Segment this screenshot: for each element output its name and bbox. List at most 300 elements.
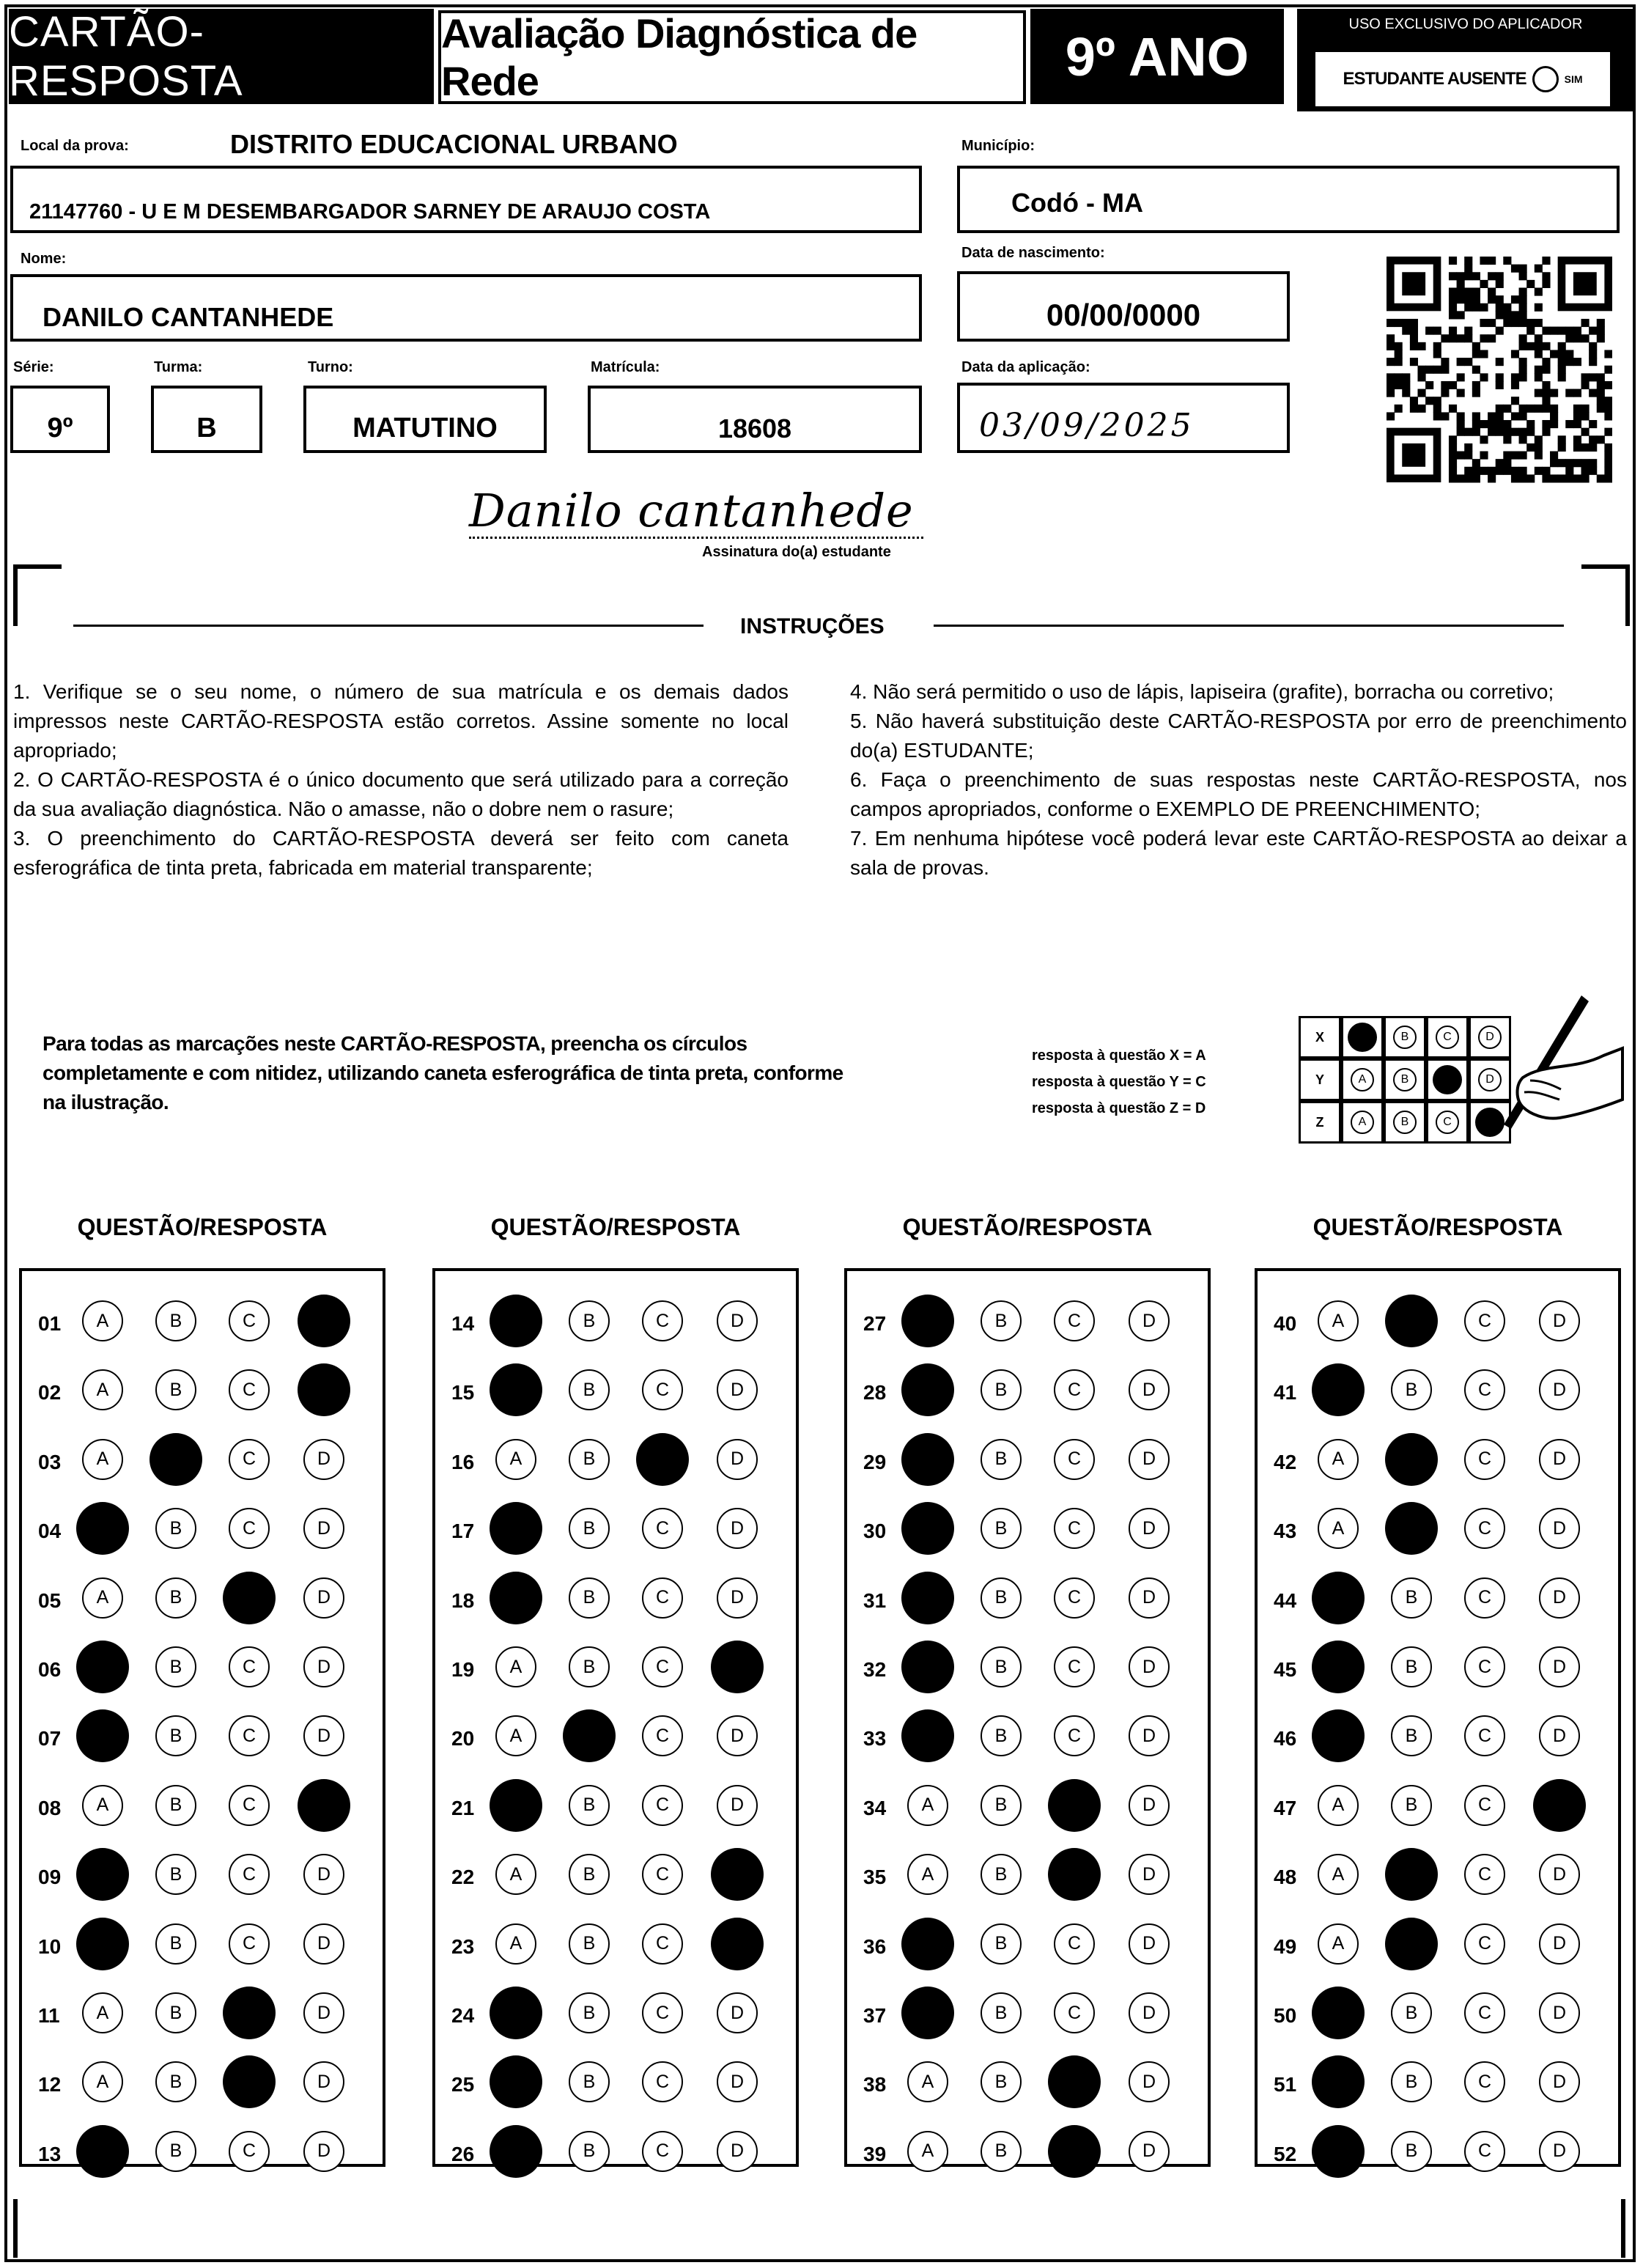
instructions-rule-left [73, 625, 704, 627]
bubble-34-a[interactable]: A [907, 1785, 948, 1826]
question-number: 41 [1274, 1381, 1297, 1404]
bubble-46-b[interactable]: B [1391, 1715, 1432, 1756]
question-number: 19 [451, 1658, 475, 1681]
question-row-24 [435, 1979, 796, 2048]
bubble-06-c[interactable]: C [229, 1646, 270, 1687]
bubble-23-b[interactable]: B [569, 1923, 610, 1965]
column-title: QUESTÃO/RESPOSTA [77, 1214, 328, 1240]
question-row-15 [435, 1356, 796, 1425]
question-number: 35 [863, 1866, 887, 1889]
question-row-31 [847, 1564, 1208, 1633]
bubble-48-c[interactable]: C [1464, 1854, 1505, 1895]
bubble-45-a-filled[interactable] [1312, 1641, 1365, 1693]
bubble-42-d[interactable]: D [1539, 1439, 1580, 1480]
bubble-13-d[interactable]: D [303, 2131, 344, 2172]
bubble-26-d[interactable]: D [717, 2131, 758, 2172]
bubble-21-d[interactable]: D [717, 1785, 758, 1826]
nome-label: Nome: [21, 251, 67, 267]
bubble-11-d[interactable]: D [303, 1992, 344, 2033]
example-bubble-z-a: A [1351, 1111, 1374, 1134]
bubble-52-b[interactable]: B [1391, 2131, 1432, 2172]
bubble-49-d[interactable]: D [1539, 1923, 1580, 1965]
question-number: 32 [863, 1658, 887, 1681]
bubble-29-a-filled[interactable] [901, 1433, 954, 1486]
municipio-field [957, 166, 1620, 233]
bubble-46-c[interactable]: C [1464, 1715, 1505, 1756]
bubble-27-c[interactable]: C [1054, 1300, 1095, 1341]
example-cell [1384, 1016, 1426, 1058]
bubble-50-b[interactable]: B [1391, 1992, 1432, 2033]
bubble-39-d[interactable]: D [1129, 2131, 1170, 2172]
bubble-11-b[interactable]: B [155, 1992, 196, 2033]
question-row-40 [1258, 1287, 1618, 1356]
bubble-45-b[interactable]: B [1391, 1646, 1432, 1687]
bubble-41-a-filled[interactable] [1312, 1363, 1365, 1416]
bubble-32-c[interactable]: C [1054, 1646, 1095, 1687]
pen-hand-illustration [1479, 990, 1625, 1151]
bubble-05-c-filled[interactable] [223, 1572, 276, 1624]
bubble-46-a-filled[interactable] [1312, 1709, 1365, 1762]
bubble-11-a[interactable]: A [82, 1992, 123, 2033]
bubble-07-d[interactable]: D [303, 1715, 344, 1756]
bubble-06-b[interactable]: B [155, 1646, 196, 1687]
column-title: QUESTÃO/RESPOSTA [1312, 1214, 1563, 1240]
bubble-28-b[interactable]: B [981, 1369, 1022, 1410]
bubble-01-c[interactable]: C [229, 1300, 270, 1341]
nascimento-label: Data de nascimento: [961, 245, 1105, 261]
question-row-27 [847, 1287, 1208, 1356]
bubble-31-c[interactable]: C [1054, 1577, 1095, 1619]
bubble-36-d[interactable]: D [1129, 1923, 1170, 1965]
bubble-19-d-filled[interactable] [711, 1641, 764, 1693]
question-number: 34 [863, 1796, 887, 1819]
bubble-44-b[interactable]: B [1391, 1577, 1432, 1619]
example-cell [1384, 1058, 1426, 1101]
aplicacao-label: Data da aplicação: [961, 359, 1090, 375]
bubble-39-b[interactable]: B [981, 2131, 1022, 2172]
question-row-10 [22, 1910, 383, 1979]
bubble-09-c[interactable]: C [229, 1854, 270, 1895]
bubble-22-b[interactable]: B [569, 1854, 610, 1895]
bubble-42-c[interactable]: C [1464, 1439, 1505, 1480]
bubble-14-d[interactable]: D [717, 1300, 758, 1341]
question-row-43 [1258, 1495, 1618, 1564]
bubble-11-c-filled[interactable] [223, 1987, 276, 2039]
bubble-16-a[interactable]: A [495, 1439, 536, 1480]
bubble-50-d[interactable]: D [1539, 1992, 1580, 2033]
bubble-09-a-filled[interactable] [76, 1848, 129, 1901]
bubble-07-c[interactable]: C [229, 1715, 270, 1756]
bubble-44-d[interactable]: D [1539, 1577, 1580, 1619]
bubble-43-b-filled[interactable] [1385, 1502, 1438, 1555]
question-row-28 [847, 1356, 1208, 1425]
bubble-45-c[interactable]: C [1464, 1646, 1505, 1687]
bubble-43-a[interactable]: A [1318, 1508, 1359, 1549]
bubble-44-c[interactable]: C [1464, 1577, 1505, 1619]
bubble-15-b[interactable]: B [569, 1369, 610, 1410]
question-row-12 [22, 2048, 383, 2117]
question-number: 44 [1274, 1588, 1297, 1612]
bubble-40-b-filled[interactable] [1385, 1295, 1438, 1347]
question-number: 36 [863, 1934, 887, 1958]
example-bubble-y-d: D [1478, 1068, 1502, 1091]
bubble-21-a-filled[interactable] [490, 1779, 542, 1832]
question-row-17 [435, 1495, 796, 1564]
bubble-43-c[interactable]: C [1464, 1508, 1505, 1549]
bubble-16-c-filled[interactable] [636, 1433, 689, 1486]
bubble-29-d[interactable]: D [1129, 1439, 1170, 1480]
bubble-40-c[interactable]: C [1464, 1300, 1505, 1341]
question-number: 14 [451, 1312, 475, 1335]
bubble-19-b[interactable]: B [569, 1646, 610, 1687]
bubble-36-a-filled[interactable] [901, 1918, 954, 1970]
bubble-26-c[interactable]: C [642, 2131, 683, 2172]
bubble-19-c[interactable]: C [642, 1646, 683, 1687]
bubble-05-a[interactable]: A [82, 1577, 123, 1619]
question-row-44 [1258, 1564, 1618, 1633]
bubble-51-d[interactable]: D [1539, 2061, 1580, 2102]
nascimento-field [957, 271, 1290, 342]
serie-value: 9º [47, 413, 73, 443]
bubble-01-b[interactable]: B [155, 1300, 196, 1341]
question-row-11 [22, 1979, 383, 2048]
bubble-02-b[interactable]: B [155, 1369, 196, 1410]
bubble-02-d-filled[interactable] [298, 1363, 350, 1416]
bubble-25-b[interactable]: B [569, 2061, 610, 2102]
bubble-30-c[interactable]: C [1054, 1508, 1095, 1549]
bubble-34-c-filled[interactable] [1048, 1779, 1101, 1832]
bubble-23-c[interactable]: C [642, 1923, 683, 1965]
bubble-05-b[interactable]: B [155, 1577, 196, 1619]
bubble-37-a-filled[interactable] [901, 1987, 954, 2039]
bubble-37-b[interactable]: B [981, 1992, 1022, 2033]
bubble-24-d[interactable]: D [717, 1992, 758, 2033]
bubble-32-a-filled[interactable] [901, 1641, 954, 1693]
bubble-14-a-filled[interactable] [490, 1295, 542, 1347]
bubble-35-d[interactable]: D [1129, 1854, 1170, 1895]
instructions-right [850, 677, 1627, 883]
answer-column-1 [19, 1268, 385, 2167]
bubble-51-c[interactable]: C [1464, 2061, 1505, 2102]
bubble-50-a-filled[interactable] [1312, 1987, 1365, 2039]
instruction-7: 7. Em nenhuma hipótese você poderá levar este CARTÃO-RESPOSTA ao deixar a sala de provas. [850, 827, 1627, 879]
instruction-6: 6. Faça o preenchimento de suas respostas neste CARTÃO-RESPOSTA, nos campos apropriados, conforme o EXEMPLO DE PREENCHIMENTO; [850, 768, 1627, 820]
bubble-19-a[interactable]: A [495, 1646, 536, 1687]
bubble-49-c[interactable]: C [1464, 1923, 1505, 1965]
bubble-39-c-filled[interactable] [1048, 2125, 1101, 2178]
bubble-07-a-filled[interactable] [76, 1709, 129, 1762]
question-number: 03 [38, 1450, 62, 1473]
bubble-21-b[interactable]: B [569, 1785, 610, 1826]
local-value: DISTRITO EDUCACIONAL URBANO [230, 129, 678, 159]
bubble-51-b[interactable]: B [1391, 2061, 1432, 2102]
bubble-38-a[interactable]: A [907, 2061, 948, 2102]
question-number: 39 [863, 2142, 887, 2165]
bubble-18-d[interactable]: D [717, 1577, 758, 1619]
bubble-38-b[interactable]: B [981, 2061, 1022, 2102]
bubble-14-c[interactable]: C [642, 1300, 683, 1341]
bubble-46-d[interactable]: D [1539, 1715, 1580, 1756]
bubble-48-a[interactable]: A [1318, 1854, 1359, 1895]
bubble-28-c[interactable]: C [1054, 1369, 1095, 1410]
bubble-16-d[interactable]: D [717, 1439, 758, 1480]
bubble-50-c[interactable]: C [1464, 1992, 1505, 2033]
bubble-30-d[interactable]: D [1129, 1508, 1170, 1549]
bubble-02-c[interactable]: C [229, 1369, 270, 1410]
bubble-20-d[interactable]: D [717, 1715, 758, 1756]
question-row-13 [22, 2118, 383, 2187]
bubble-04-d[interactable]: D [303, 1508, 344, 1549]
example-cell [1426, 1101, 1469, 1144]
bubble-08-c[interactable]: C [229, 1785, 270, 1826]
bubble-09-b[interactable]: B [155, 1854, 196, 1895]
question-number: 52 [1274, 2142, 1297, 2165]
bubble-15-c[interactable]: C [642, 1369, 683, 1410]
serie-field [10, 386, 110, 453]
turma-label: Turma: [154, 359, 203, 375]
bubble-12-c-filled[interactable] [223, 2055, 276, 2108]
bubble-20-b-filled[interactable] [563, 1709, 616, 1762]
local-label: Local da prova: [21, 138, 129, 154]
bubble-40-a[interactable]: A [1318, 1300, 1359, 1341]
bubble-34-d[interactable]: D [1129, 1785, 1170, 1826]
instruction-3: 3. O preenchimento do CARTÃO-RESPOSTA deverá ser feito com caneta esferográfica de tinta preta, fabricada em material transparente; [13, 827, 789, 879]
bubble-26-a-filled[interactable] [490, 2125, 542, 2178]
bubble-29-c[interactable]: C [1054, 1439, 1095, 1480]
bubble-41-b[interactable]: B [1391, 1369, 1432, 1410]
bubble-47-c[interactable]: C [1464, 1785, 1505, 1826]
bubble-36-b[interactable]: B [981, 1923, 1022, 1965]
question-number: 01 [38, 1312, 62, 1335]
question-row-08 [22, 1772, 383, 1841]
bubble-31-b[interactable]: B [981, 1577, 1022, 1619]
bubble-49-b-filled[interactable] [1385, 1918, 1438, 1970]
bubble-10-d[interactable]: D [303, 1923, 344, 1965]
bubble-48-b-filled[interactable] [1385, 1848, 1438, 1901]
bubble-35-a[interactable]: A [907, 1854, 948, 1895]
bubble-08-b[interactable]: B [155, 1785, 196, 1826]
bubble-41-c[interactable]: C [1464, 1369, 1505, 1410]
municipio-value: Codó - MA [1011, 188, 1143, 218]
bubble-12-b[interactable]: B [155, 2061, 196, 2102]
bubble-06-a-filled[interactable] [76, 1641, 129, 1693]
bubble-09-d[interactable]: D [303, 1854, 344, 1895]
bubble-37-c[interactable]: C [1054, 1992, 1095, 2033]
bubble-18-a-filled[interactable] [490, 1572, 542, 1624]
bubble-45-d[interactable]: D [1539, 1646, 1580, 1687]
bubble-28-a-filled[interactable] [901, 1363, 954, 1416]
bubble-25-c[interactable]: C [642, 2061, 683, 2102]
bubble-24-b[interactable]: B [569, 1992, 610, 2033]
bubble-10-a-filled[interactable] [76, 1918, 129, 1970]
bubble-13-b[interactable]: B [155, 2131, 196, 2172]
bubble-17-a-filled[interactable] [490, 1502, 542, 1555]
bubble-08-a[interactable]: A [82, 1785, 123, 1826]
bubble-38-c-filled[interactable] [1048, 2055, 1101, 2108]
bubble-21-c[interactable]: C [642, 1785, 683, 1826]
grade: 9º ANO [1065, 26, 1249, 87]
bubble-28-d[interactable]: D [1129, 1369, 1170, 1410]
bubble-17-d[interactable]: D [717, 1508, 758, 1549]
bubble-06-d[interactable]: D [303, 1646, 344, 1687]
question-number: 51 [1274, 2073, 1297, 2096]
question-row-22 [435, 1841, 796, 1910]
question-row-03 [22, 1426, 383, 1495]
bubble-47-b[interactable]: B [1391, 1785, 1432, 1826]
bubble-49-a[interactable]: A [1318, 1923, 1359, 1965]
bubble-42-a[interactable]: A [1318, 1439, 1359, 1480]
question-row-05 [22, 1564, 383, 1633]
bubble-24-a-filled[interactable] [490, 1987, 542, 2039]
question-number: 16 [451, 1450, 475, 1473]
municipio-label: Município: [961, 138, 1035, 154]
bubble-37-d[interactable]: D [1129, 1992, 1170, 2033]
bubble-03-b-filled[interactable] [149, 1433, 202, 1486]
bubble-31-d[interactable]: D [1129, 1577, 1170, 1619]
grade-banner [1030, 9, 1284, 104]
instructions-title: INSTRUÇÕES [740, 614, 885, 638]
bubble-03-c[interactable]: C [229, 1439, 270, 1480]
bubble-03-a[interactable]: A [82, 1439, 123, 1480]
bubble-17-b[interactable]: B [569, 1508, 610, 1549]
bubble-44-a-filled[interactable] [1312, 1572, 1365, 1624]
bubble-25-d[interactable]: D [717, 2061, 758, 2102]
bubble-18-c[interactable]: C [642, 1577, 683, 1619]
bubble-12-a[interactable]: A [82, 2061, 123, 2102]
bubble-39-a[interactable]: A [907, 2131, 948, 2172]
bubble-23-d-filled[interactable] [711, 1918, 764, 1970]
bubble-01-a[interactable]: A [82, 1300, 123, 1341]
bubble-33-a-filled[interactable] [901, 1709, 954, 1762]
absent-option: SIM [1564, 73, 1583, 85]
example-cell [1341, 1058, 1384, 1101]
bubble-36-c[interactable]: C [1054, 1923, 1095, 1965]
bubble-35-c-filled[interactable] [1048, 1848, 1101, 1901]
matricula-label: Matrícula: [591, 359, 660, 375]
question-number: 15 [451, 1381, 475, 1404]
bubble-01-d-filled[interactable] [298, 1295, 350, 1347]
bubble-40-d[interactable]: D [1539, 1300, 1580, 1341]
bubble-34-b[interactable]: B [981, 1785, 1022, 1826]
example-bubble-y-a: A [1351, 1068, 1374, 1091]
bubble-43-d[interactable]: D [1539, 1508, 1580, 1549]
bubble-05-d[interactable]: D [303, 1577, 344, 1619]
answer-column-3 [844, 1268, 1211, 2167]
bubble-22-d-filled[interactable] [711, 1848, 764, 1901]
bubble-35-b[interactable]: B [981, 1854, 1022, 1895]
bubble-08-d-filled[interactable] [298, 1779, 350, 1832]
qr-code [1387, 257, 1612, 488]
corner-mark-bl [13, 2199, 18, 2258]
bubble-26-b[interactable]: B [569, 2131, 610, 2172]
school-field [10, 166, 922, 233]
bubble-23-a[interactable]: A [495, 1923, 536, 1965]
bubble-30-a-filled[interactable] [901, 1502, 954, 1555]
question-number: 25 [451, 2073, 475, 2096]
bubble-27-d[interactable]: D [1129, 1300, 1170, 1341]
bubble-03-d[interactable]: D [303, 1439, 344, 1480]
bubble-48-d[interactable]: D [1539, 1854, 1580, 1895]
bubble-52-a-filled[interactable] [1312, 2125, 1365, 2178]
question-row-45 [1258, 1633, 1618, 1702]
bubble-30-b[interactable]: B [981, 1508, 1022, 1549]
signature: Danilo cantanhede [469, 484, 914, 537]
bubble-38-d[interactable]: D [1129, 2061, 1170, 2102]
bubble-32-d[interactable]: D [1129, 1646, 1170, 1687]
bubble-10-b[interactable]: B [155, 1923, 196, 1965]
bubble-15-a-filled[interactable] [490, 1363, 542, 1416]
bubble-47-d-filled[interactable] [1533, 1779, 1586, 1832]
question-row-16 [435, 1426, 796, 1495]
bubble-14-b[interactable]: B [569, 1300, 610, 1341]
bubble-07-b[interactable]: B [155, 1715, 196, 1756]
bubble-32-b[interactable]: B [981, 1646, 1022, 1687]
question-number: 11 [38, 2004, 60, 2027]
bubble-52-c[interactable]: C [1464, 2131, 1505, 2172]
bubble-42-b-filled[interactable] [1385, 1433, 1438, 1486]
bubble-20-a[interactable]: A [495, 1715, 536, 1756]
bubble-47-a[interactable]: A [1318, 1785, 1359, 1826]
bubble-31-a-filled[interactable] [901, 1572, 954, 1624]
bubble-41-d[interactable]: D [1539, 1369, 1580, 1410]
bubble-16-b[interactable]: B [569, 1439, 610, 1480]
turno-label: Turno: [308, 359, 353, 375]
bubble-04-b[interactable]: B [155, 1508, 196, 1549]
bubble-24-c[interactable]: C [642, 1992, 683, 2033]
absent-checkbox[interactable] [1532, 66, 1559, 92]
question-number: 50 [1274, 2004, 1297, 2027]
bubble-18-b[interactable]: B [569, 1577, 610, 1619]
bubble-20-c[interactable]: C [642, 1715, 683, 1756]
bubble-17-c[interactable]: C [642, 1508, 683, 1549]
bubble-13-a-filled[interactable] [76, 2125, 129, 2178]
bubble-51-a-filled[interactable] [1312, 2055, 1365, 2108]
bubble-22-a[interactable]: A [495, 1854, 536, 1895]
bubble-12-d[interactable]: D [303, 2061, 344, 2102]
answer-column-2 [432, 1268, 799, 2167]
question-row-23 [435, 1910, 796, 1979]
bubble-04-c[interactable]: C [229, 1508, 270, 1549]
bubble-15-d[interactable]: D [717, 1369, 758, 1410]
bubble-33-b[interactable]: B [981, 1715, 1022, 1756]
bubble-02-a[interactable]: A [82, 1369, 123, 1410]
bubble-27-b[interactable]: B [981, 1300, 1022, 1341]
turma-field [151, 386, 262, 453]
question-number: 09 [38, 1866, 62, 1889]
bubble-33-d[interactable]: D [1129, 1715, 1170, 1756]
bubble-04-a-filled[interactable] [76, 1502, 129, 1555]
bubble-52-d[interactable]: D [1539, 2131, 1580, 2172]
column-title: QUESTÃO/RESPOSTA [902, 1214, 1153, 1240]
question-number: 45 [1274, 1658, 1297, 1681]
bubble-29-b[interactable]: B [981, 1439, 1022, 1480]
question-row-36 [847, 1910, 1208, 1979]
bubble-13-c[interactable]: C [229, 2131, 270, 2172]
bubble-10-c[interactable]: C [229, 1923, 270, 1965]
bubble-25-a-filled[interactable] [490, 2055, 542, 2108]
bubble-33-c[interactable]: C [1054, 1715, 1095, 1756]
example-bubble-z-c: C [1436, 1111, 1459, 1134]
bubble-22-c[interactable]: C [642, 1854, 683, 1895]
example-question-label: Z [1299, 1101, 1341, 1144]
example-bubble-x-d: D [1478, 1026, 1502, 1049]
question-row-06 [22, 1633, 383, 1702]
example-bubble-y-c [1433, 1065, 1462, 1094]
question-number: 13 [38, 2142, 62, 2165]
question-number: 33 [863, 1727, 887, 1750]
bubble-27-a-filled[interactable] [901, 1295, 954, 1347]
question-number: 46 [1274, 1727, 1297, 1750]
